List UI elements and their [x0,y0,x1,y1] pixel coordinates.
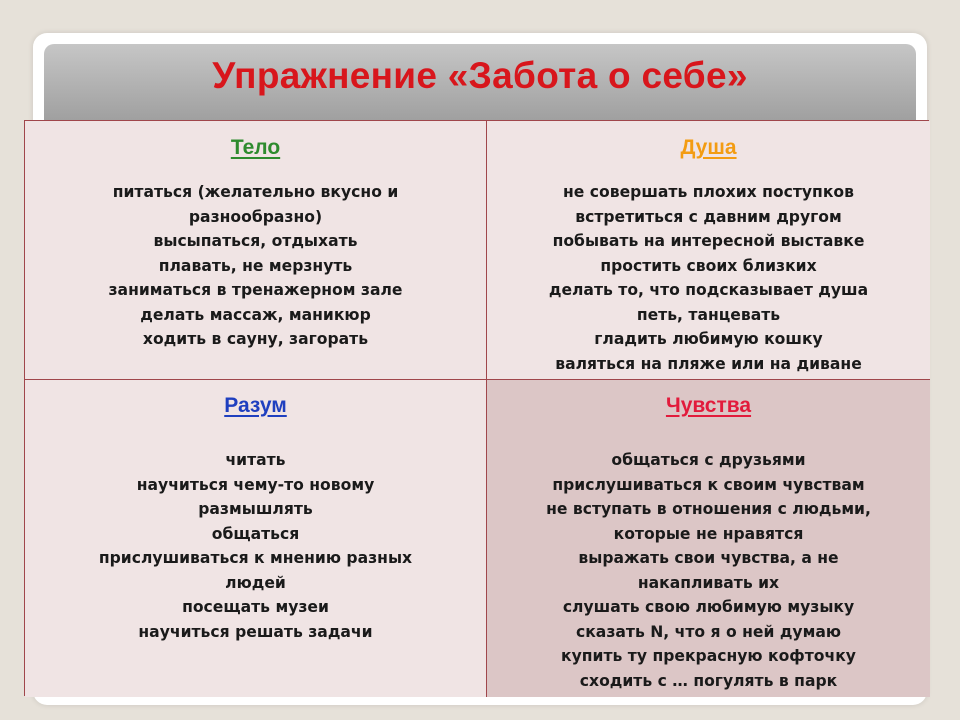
list-item: ходить в сауну, загорать [142,330,369,348]
list-item: размышлять [198,500,313,518]
body-list [25,166,486,352]
body-heading: Тело [230,136,281,159]
mind-cell [25,380,487,697]
feelings-list [487,424,930,693]
list-item: прислушиваться к своим чувствам [552,475,865,494]
feelings-heading: Чувства [665,394,752,417]
list-item: петь, танцевать [636,305,781,324]
soul-list [487,166,930,376]
list-item: прислушиваться к мнению разных [98,549,413,567]
list-item: научиться чему-то новому [136,475,375,494]
list-item: разнообразно) [188,207,323,226]
body-cell [25,121,487,380]
list-item: питаться (желательно вкусно и [112,183,399,201]
list-item: посещать музеи [182,598,329,616]
list-item: валяться на пляже или на диване [555,354,862,373]
list-item: высыпаться, отдыхать [153,232,358,250]
list-item: накапливать их [637,573,780,592]
list-item: людей [225,573,286,592]
list-item: делать массаж, маникюр [140,305,371,324]
self-care-table [24,120,929,696]
list-item: выражать свои чувства, а не [578,549,839,567]
list-item: читать [225,451,286,469]
list-item: сказать N, что я о ней думаю [575,622,842,641]
mind-list [25,424,486,644]
list-item: встретиться с давним другом [575,207,842,226]
soul-cell [487,121,930,380]
slide-title: Упражнение «Забота о себе» [212,55,748,96]
list-item: не совершать плохих поступков [562,183,854,201]
list-item: общаться [211,524,300,543]
list-item: общаться с друзьями [611,451,806,469]
list-item: слушать свою любимую музыку [562,598,855,616]
list-item: делать то, что подсказывает душа [548,281,869,299]
list-item: сходить с … погулять в парк [579,671,838,690]
list-item: простить своих близких [600,256,817,275]
list-item: плавать, не мерзнуть [158,256,353,275]
list-item: гладить любимую кошку [594,330,823,348]
soul-heading: Душа [680,136,737,159]
feelings-cell [487,380,930,697]
list-item: не вступать в отношения с людьми, [546,500,871,518]
list-item: побывать на интересной выставке [552,232,865,250]
mind-heading: Разум [224,394,287,417]
list-item: заниматься в тренажерном зале [108,281,403,299]
list-item: которые не нравятся [613,524,804,543]
list-item: научиться решать задачи [138,622,373,641]
list-item: купить ту прекрасную кофточку [561,647,856,665]
